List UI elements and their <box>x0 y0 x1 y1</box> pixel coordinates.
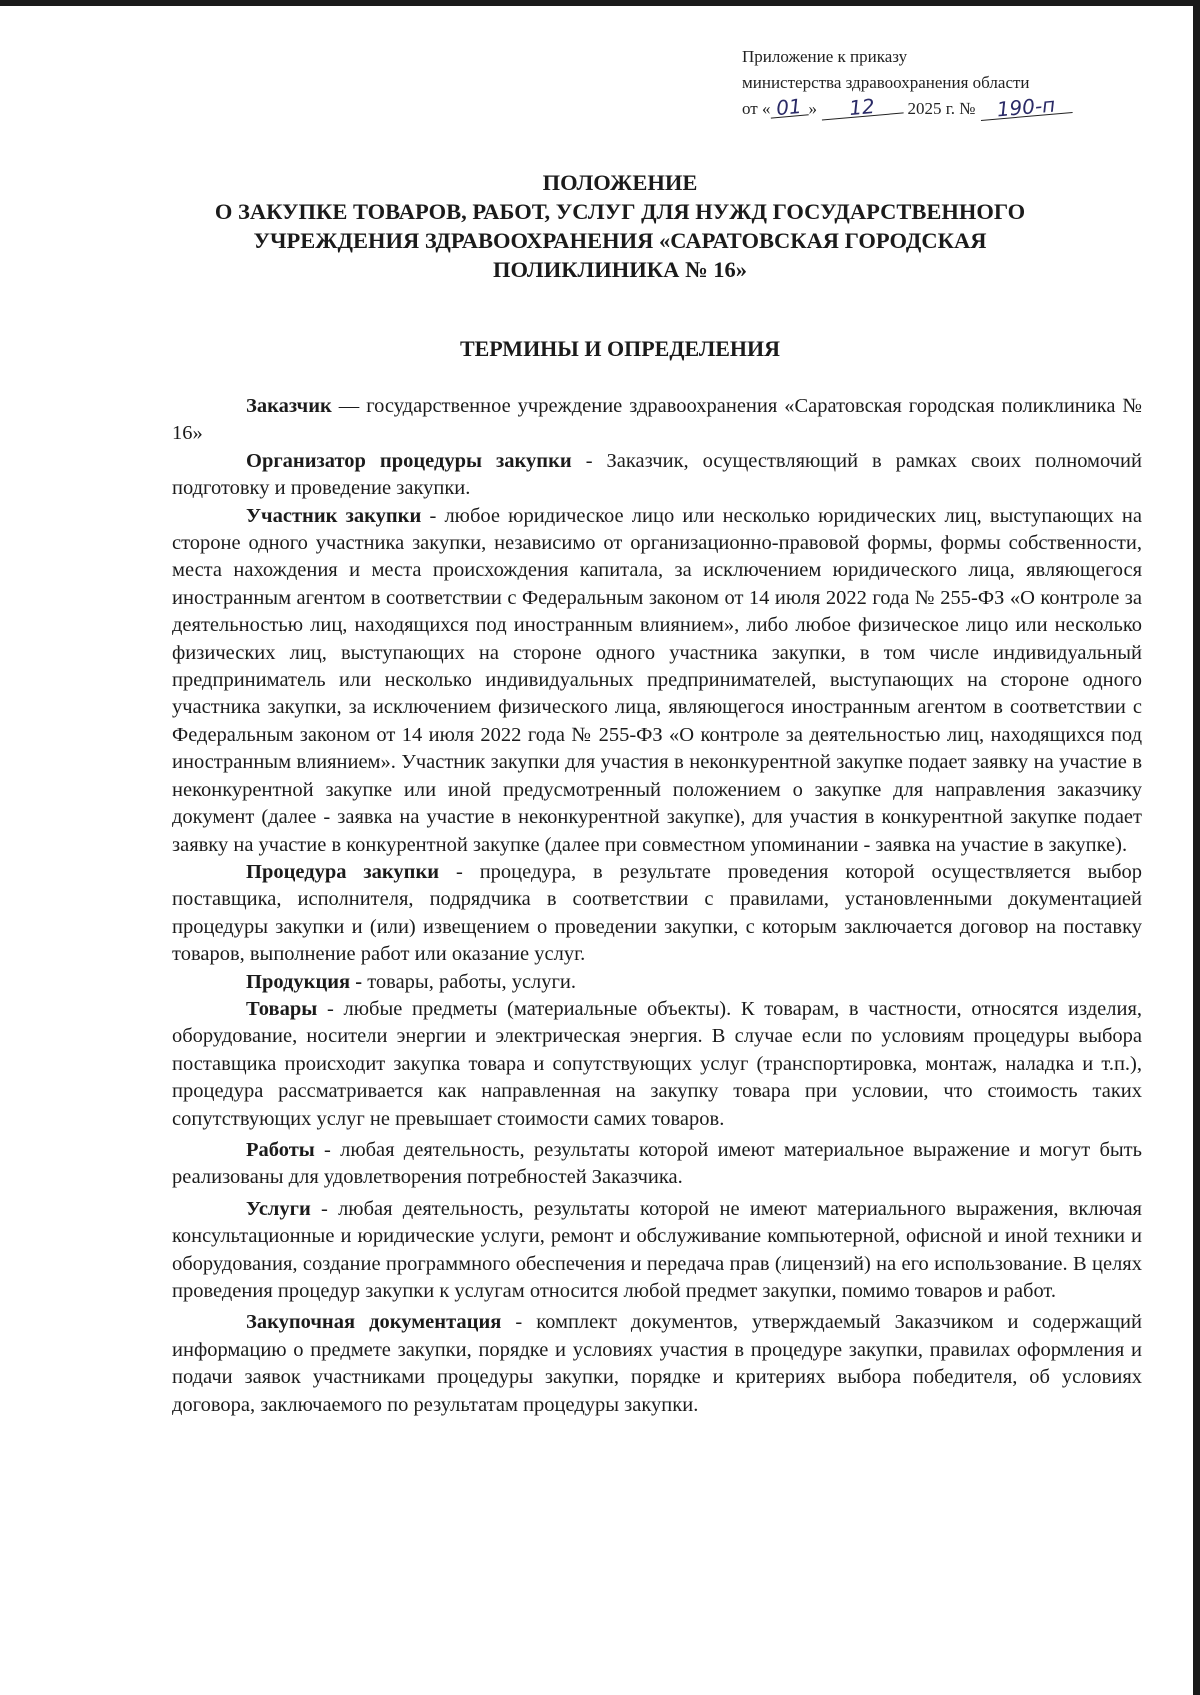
definition-text: - любые предметы (материальные объекты). К товарам, в частности, относятся изделия, оборудование, носители энергии и электрическая энергия. В случае если по условиям процедуры выбора поставщика происходит закупка товара и сопутствующих услуг (транспортировка, монтаж, наладка и т.п.), процедура рассматривается как направленная на закупку товара при условии, что стоимость таких сопутствующих услуг не превышает стоимости самих товаров. <box>172 997 1142 1130</box>
definition-term: Заказчик <box>246 395 332 417</box>
definition-term: Участник закупки <box>246 504 422 527</box>
definition-item <box>172 1196 1142 1306</box>
date-prefix: от « <box>742 99 771 118</box>
definition-item <box>172 1137 1142 1192</box>
definition-item <box>172 996 1142 1133</box>
definition-text: - процедура, в результате проведения которой осуществляется выбор поставщика, исполнителя, подрядчика в соответствии с правилами, установленными документацией процедуры закупки и (или) извещением о проведении закупки, с которым заключается договор на поставку товаров, выполнение работ или оказание услуг. <box>172 860 1143 966</box>
definitions-list <box>172 393 1142 1419</box>
handwritten-order-number: 190-п <box>979 94 1072 121</box>
handwritten-day: 01 <box>770 96 810 118</box>
definition-term: Закупочная документация <box>246 1311 502 1334</box>
definition-text: - любая деятельность, результаты которой имеют материальное выражение и могут быть реализованы для удовлетворения потребностей Заказчика. <box>172 1138 1142 1189</box>
definition-item <box>172 393 1142 448</box>
title-line-1: ПОЛОЖЕНИЕ <box>542 170 698 195</box>
handwritten-month: 12 <box>821 94 904 120</box>
document-title <box>170 168 1070 284</box>
scan-border-right <box>1193 0 1200 1695</box>
title-line-4: ПОЛИКЛИНИКА № 16» <box>493 257 747 282</box>
header-date-line <box>742 92 1142 122</box>
approval-header <box>742 44 1142 122</box>
definition-text: - комплект документов, утверждаемый Заказчиком и содержащий информацию о предмете закупки, порядке и условиях участия в процедуре закупки, правилах оформления и подачи заявок участниками процедуры закупки, порядке и критериях выбора победителя, об условиях договора, заключаемого по результатам процедуры закупки. <box>172 1311 1142 1416</box>
definition-text: - Заказчик, осуществляющий в рамках своих полномочий подготовку и проведение закупки. <box>172 449 1142 500</box>
definition-term: Организатор процедуры закупки <box>246 449 572 472</box>
definition-term: Процедура закупки <box>246 860 440 883</box>
definition-term: Работы <box>246 1138 315 1161</box>
definition-text: — государственное учреждение здравоохранения «Саратовская городская поликлиника № 16» <box>172 395 1142 445</box>
definition-term: Товары <box>246 997 318 1020</box>
definition-item <box>172 503 1142 859</box>
header-line-2: министерства здравоохранения области <box>742 73 1030 92</box>
definition-item <box>172 859 1142 969</box>
scan-border-top <box>0 0 1200 6</box>
header-line-1: Приложение к приказу <box>742 47 908 66</box>
definition-text: - любая деятельность, результаты которой не имеют материального выражения, включая консультационные и юридические услуги, ремонт и обслуживание компьютерной, офисной и иной техники и оборудования, создание программного обеспечения и передача прав (лицензий) на его использование. В целях проведения процедур закупки к услугам относится любой предмет закупки, помимо товаров и работ. <box>172 1197 1142 1302</box>
section-heading: ТЕРМИНЫ И ОПРЕДЕЛЕНИЯ <box>459 336 781 361</box>
definition-item <box>172 969 1142 996</box>
definition-item <box>172 448 1142 503</box>
year-and-number-label: 2025 г. № <box>907 99 976 118</box>
definition-text: товары, работы, услуги. <box>362 970 577 993</box>
definition-text: - любое юридическое лицо или несколько юридических лиц, выступающих на стороне одного участника закупки, независимо от организационно-правовой формы, формы собственности, места нахождения и места происхождения капитала, за исключением юридического лица, являющегося иностранным агентом в соответствии с Федеральным законом от 14 июля 2022 года № 255-ФЗ «О контроле за деятельностью лиц, находящихся под иностранным влиянием», либо любое физическое лицо или несколько физических лиц, выступающих на стороне одного участника закупки, в том числе индивидуальный предприниматель или несколько индивидуальных предпринимателей, выступающих на стороне одного участника закупки, за исключением физического лица, являющегося иностранным агентом в соответствии с Федеральным законом от 14 июля 2022 года № 255-ФЗ «О контроле за деятельностью лиц, находящихся под иностранным влиянием». Участник закупки для участия в неконкурентной закупке подает заявку на участие в неконкурентной закупке или иной предусмотренный положением о закупке для направления заказчику документ (далее - заявка на участие в неконкурентной закупке), для участия в конкурентной закупке подает заявку на участие в конкурентной закупке (далее при совместном упоминании - заявка на участие в закупке). <box>172 504 1142 856</box>
title-line-3: УЧРЕЖДЕНИЯ ЗДРАВООХРАНЕНИЯ «САРАТОВСКАЯ ГОРОДСКАЯ <box>253 228 987 253</box>
title-line-2: О ЗАКУПКЕ ТОВАРОВ, РАБОТ, УСЛУГ ДЛЯ НУЖД ГОСУДАРСТВЕННОГО <box>214 199 1026 224</box>
definition-item <box>172 1309 1142 1419</box>
date-quote-close: » <box>808 99 817 118</box>
definition-term: Услуги <box>246 1197 311 1220</box>
definition-term: Продукция - <box>246 970 363 993</box>
